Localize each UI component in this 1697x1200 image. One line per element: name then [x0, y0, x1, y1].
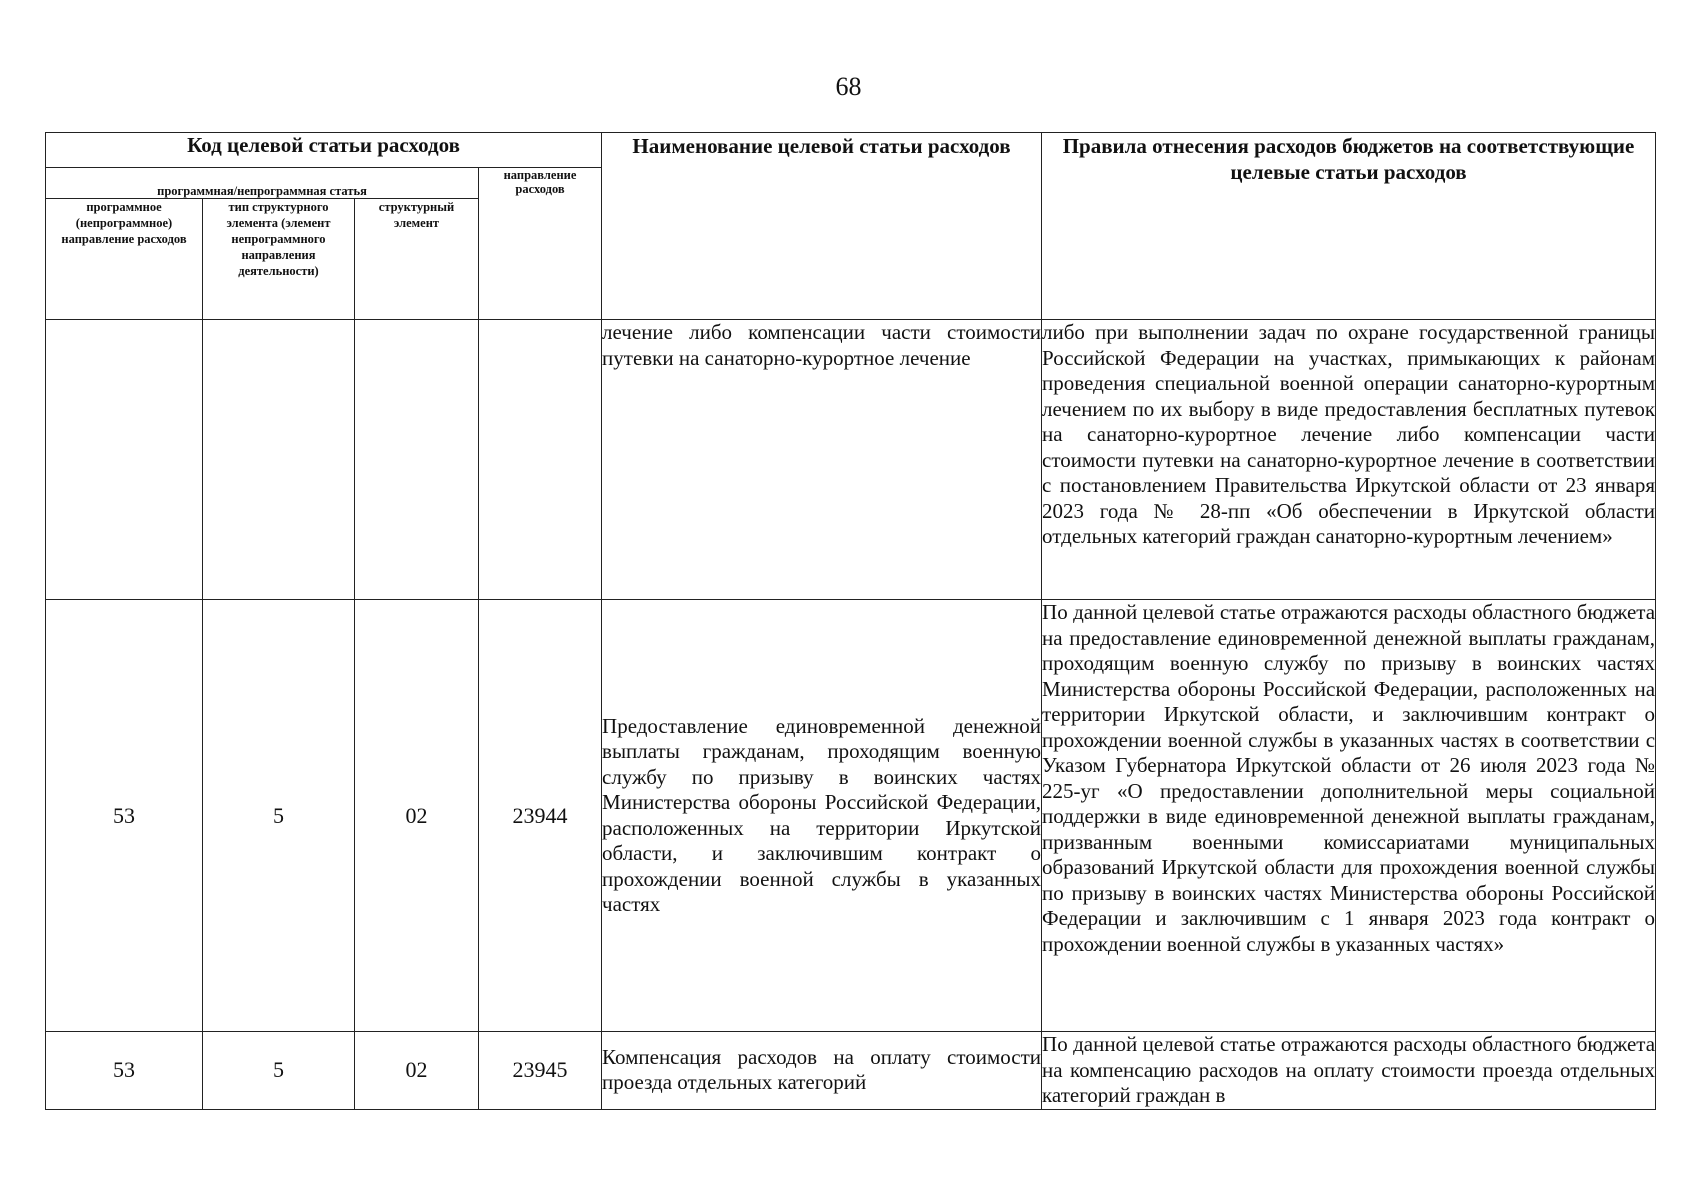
cell-direction [479, 320, 602, 600]
header-rules-column: Правила отнесения расходов бюджетов на соответствующие целевые статьи расходов [1042, 133, 1656, 320]
cell-direction: 23944 [479, 600, 602, 1032]
table-row [46, 600, 1656, 1032]
cell-program-direction: 53 [46, 1032, 203, 1110]
header-code-group: Код целевой статьи расходов [46, 133, 602, 168]
cell-struct-type: 5 [203, 1032, 355, 1110]
header-program-article [46, 168, 479, 199]
header-program-direction: программное (непрограммное) направление расходов [46, 199, 203, 320]
cell-struct-element: 02 [355, 1032, 479, 1110]
header-program-article-label: программная/непрограммная статья [157, 184, 367, 198]
cell-struct-element: 02 [355, 600, 479, 1032]
header-struct-element: структурный элемент [355, 199, 479, 320]
cell-rule: По данной целевой статье отражаются расходы областного бюджета на компенсацию расходов на оплату стоимости проезда отдельных категорий граждан в [1042, 1032, 1656, 1107]
cell-struct-type [203, 320, 355, 600]
header-name-column: Наименование целевой статьи расходов [602, 133, 1042, 320]
budget-classification-table [45, 132, 1656, 1110]
cell-struct-type: 5 [203, 600, 355, 1032]
table-row [46, 1032, 1656, 1110]
cell-rule: По данной целевой статье отражаются расходы областного бюджета на предоставление единовременной денежной выплаты гражданам, проходящим военную службу по призыву в воинских частях Министерства обороны Российской Федерации, расположенных на территории Иркутской области, и заключившим контракт о прохождении военной службы в указанных частях в соответствии с Указом Губернатора Иркутской области от 26 июля 2023 года № 225-уг «О предоставлении дополнительной меры социальной поддержки в виде единовременной денежной выплаты гражданам, призванным военными комиссариатами муниципальных образований Иркутской области для прохождения военной службы по призыву в воинских частях Министерства обороны Российской Федерации и заключившим с 1 января 2023 года контракт о прохождении военной службы в указанных частях» [1042, 600, 1656, 1032]
cell-name: Компенсация расходов на оплату стоимости проезда отдельных категорий [602, 1032, 1042, 1110]
cell-name: Предоставление единовременной денежной выплаты гражданам, проходящим военную службу по призыву в воинских частях Министерства обороны Российской Федерации, расположенных на территории Иркутской области, и заключившим контракт о прохождении военной службы в указанных частях [602, 600, 1042, 1032]
cell-program-direction: 53 [46, 600, 203, 1032]
cell-program-direction [46, 320, 203, 600]
table-row [46, 320, 1656, 600]
cell-rule: либо при выполнении задач по охране государственной границы Российской Федерации на участках, примыкающих к районам проведения специальной военной операции санаторно-курортным лечением по их выбору в виде предоставления бесплатных путевок на санаторно-курортное лечение либо компенсации части стоимости путевки на санаторно-курортное лечение в соответствии с постановлением Правительства Иркутской области от 23 января 2023 года № 28-пп «Об обеспечении в Иркутской области отдельных категорий граждан санаторно-курортным лечением» [1042, 320, 1656, 600]
cell-direction: 23945 [479, 1032, 602, 1110]
header-struct-type: тип структурного элемента (элемент непрограммного направления деятельности) [203, 199, 355, 320]
cell-struct-element [355, 320, 479, 600]
header-row-1 [46, 133, 1656, 168]
page-number: 68 [835, 72, 862, 101]
cell-name: лечение либо компенсации части стоимости путевки на санаторно-курортное лечение [602, 320, 1042, 600]
header-direction: направление расходов [479, 168, 602, 320]
